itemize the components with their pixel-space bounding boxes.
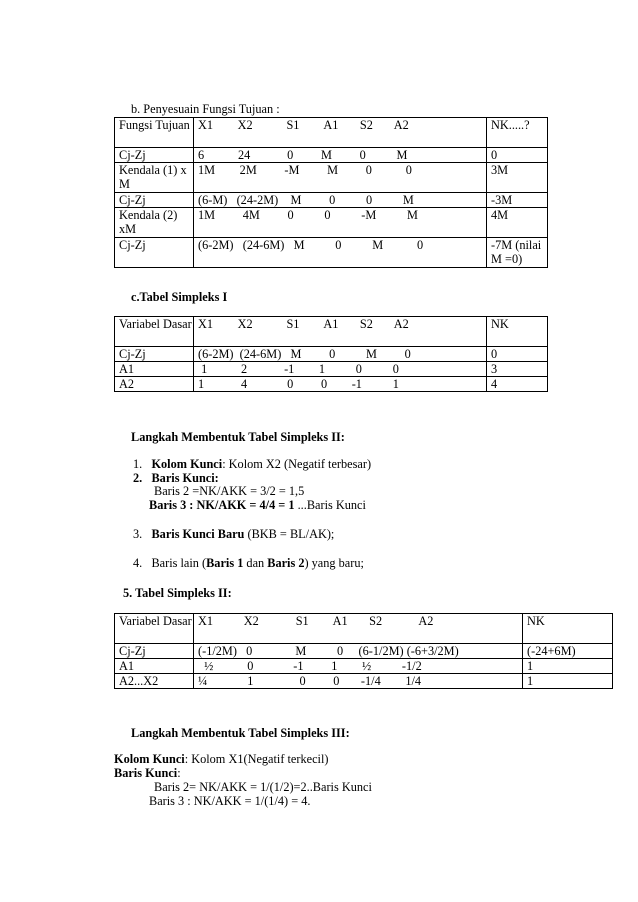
section-c-heading: c.Tabel Simpleks I <box>131 290 228 304</box>
table-cell: ½ 0 -1 1 ½ -1/2 <box>194 659 523 674</box>
table-cell: -3M <box>487 193 548 208</box>
kolom-kunci-text: : Kolom X2 (Negatif terbesar) <box>222 457 372 471</box>
table-cell: ¼ 1 0 0 -1/4 1/4 <box>194 674 523 689</box>
table-cell: Cj-Zj <box>115 644 194 659</box>
table-cell: (-1/2M) 0 M 0 (6-1/2M) (-6+3/2M) <box>194 644 523 659</box>
table-cell: NK <box>523 614 613 644</box>
baris-kunci-baru-label: Baris Kunci Baru <box>151 527 245 541</box>
kolom-kunci-label: Kolom Kunci <box>151 457 223 471</box>
table-row <box>115 118 548 148</box>
list-item <box>133 457 371 471</box>
table-cell: Fungsi Tujuan <box>115 118 194 148</box>
table-row <box>115 347 548 362</box>
table-cell: X1 X2 S1 A1 S2 A2 <box>194 317 487 347</box>
list-number: 3. <box>133 527 143 541</box>
table-cell: (6-M) (24-2M) M 0 0 M <box>194 193 487 208</box>
table-cell: -7M (nilai M =0) <box>487 238 548 268</box>
table-row <box>115 377 548 392</box>
table-cell: Cj-Zj <box>115 238 194 268</box>
section-5-heading: 5. Tabel Simpleks II: <box>123 586 232 600</box>
baris-kunci-label: Baris Kunci <box>114 766 178 780</box>
table-cell: Cj-Zj <box>115 347 194 362</box>
table-cell: 3 <box>487 362 548 377</box>
table-cell: 4 <box>487 377 548 392</box>
baris-1-label: Baris 1 <box>206 556 244 570</box>
table-row <box>115 362 548 377</box>
baris-lain-text: Baris lain ( <box>151 556 207 570</box>
table-cell: Cj-Zj <box>115 148 194 163</box>
table-cell: Cj-Zj <box>115 193 194 208</box>
kolom-kunci-line <box>114 752 328 766</box>
table-cell: (-24+6M) <box>523 644 613 659</box>
table-row <box>115 193 548 208</box>
baris-3-calc: Baris 3 : NK/AKK = 1/(1/4) = 4. <box>149 794 311 808</box>
table-row <box>115 614 613 644</box>
kolom-kunci-label: Kolom Kunci <box>114 752 185 766</box>
baris-lain-post: ) yang baru; <box>304 556 364 570</box>
table-cell: A2 <box>115 377 194 392</box>
baris-3-rest: ...Baris Kunci <box>294 498 366 512</box>
table-cell: NK <box>487 317 548 347</box>
baris-3-bold: Baris 3 : NK/AKK = 4/4 = 1 <box>149 498 295 512</box>
baris-2-calc: Baris 2= NK/AKK = 1/(1/2)=2..Baris Kunci <box>154 780 372 794</box>
kolom-kunci-text: : Kolom X1(Negatif terkecil) <box>184 752 329 766</box>
langkah-iii-heading: Langkah Membentuk Tabel Simpleks III: <box>131 726 350 740</box>
table-cell: 1 2 -1 1 0 0 <box>194 362 487 377</box>
table-row <box>115 317 548 347</box>
table-cell: 3M <box>487 163 548 193</box>
baris-lain-mid: dan <box>243 556 268 570</box>
table-cell: 1M 4M 0 0 -M M <box>194 208 487 238</box>
table-cell: A1 <box>115 362 194 377</box>
table-row <box>115 238 548 268</box>
baris-kunci-label: Baris Kunci: <box>151 471 219 485</box>
table-row <box>115 208 548 238</box>
table-cell: Variabel Dasar <box>115 614 194 644</box>
table-cell: (6-2M) (24-6M) M 0 M 0 <box>194 347 487 362</box>
list-item <box>133 556 364 570</box>
list-number: 2. <box>133 471 143 485</box>
table-row <box>115 163 548 193</box>
table-cell: Kendala (1) x M <box>115 163 194 193</box>
table-cell: 4M <box>487 208 548 238</box>
baris-3-calc <box>149 498 366 512</box>
section-b-heading: b. Penyesuain Fungsi Tujuan : <box>131 102 280 116</box>
simpleks-ii-table <box>114 613 613 689</box>
table-cell: 0 <box>487 347 548 362</box>
list-item <box>133 471 219 485</box>
baris-kunci-line <box>114 766 181 780</box>
baris-2-label: Baris 2 <box>267 556 305 570</box>
table-cell: X1 X2 S1 A1 S2 A2 <box>194 118 487 148</box>
table-cell: Variabel Dasar <box>115 317 194 347</box>
simpleks-i-table <box>114 316 548 392</box>
baris-kunci-colon: : <box>177 766 181 780</box>
table-cell: A1 <box>115 659 194 674</box>
table-cell: Kendala (2) xM <box>115 208 194 238</box>
list-number: 4. <box>133 556 143 570</box>
baris-kunci-baru-text: (BKB = BL/AK); <box>244 527 335 541</box>
table-cell: 1M 2M -M M 0 0 <box>194 163 487 193</box>
table-cell: 0 <box>487 148 548 163</box>
table-cell: 6 24 0 M 0 M <box>194 148 487 163</box>
baris-2-calc: Baris 2 =NK/AKK = 3/2 = 1,5 <box>154 484 305 498</box>
list-item <box>133 527 334 541</box>
table-cell: 1 4 0 0 -1 1 <box>194 377 487 392</box>
table-row <box>115 644 613 659</box>
list-number: 1. <box>133 457 143 471</box>
table-row <box>115 674 613 689</box>
table-cell: (6-2M) (24-6M) M 0 M 0 <box>194 238 487 268</box>
fungsi-tujuan-table <box>114 117 548 268</box>
table-cell: 1 <box>523 659 613 674</box>
table-cell: 1 <box>523 674 613 689</box>
langkah-ii-heading: Langkah Membentuk Tabel Simpleks II: <box>131 430 345 444</box>
table-cell: X1 X2 S1 A1 S2 A2 <box>194 614 523 644</box>
table-row <box>115 148 548 163</box>
table-cell: NK.....? <box>487 118 548 148</box>
table-row <box>115 659 613 674</box>
table-cell: A2...X2 <box>115 674 194 689</box>
